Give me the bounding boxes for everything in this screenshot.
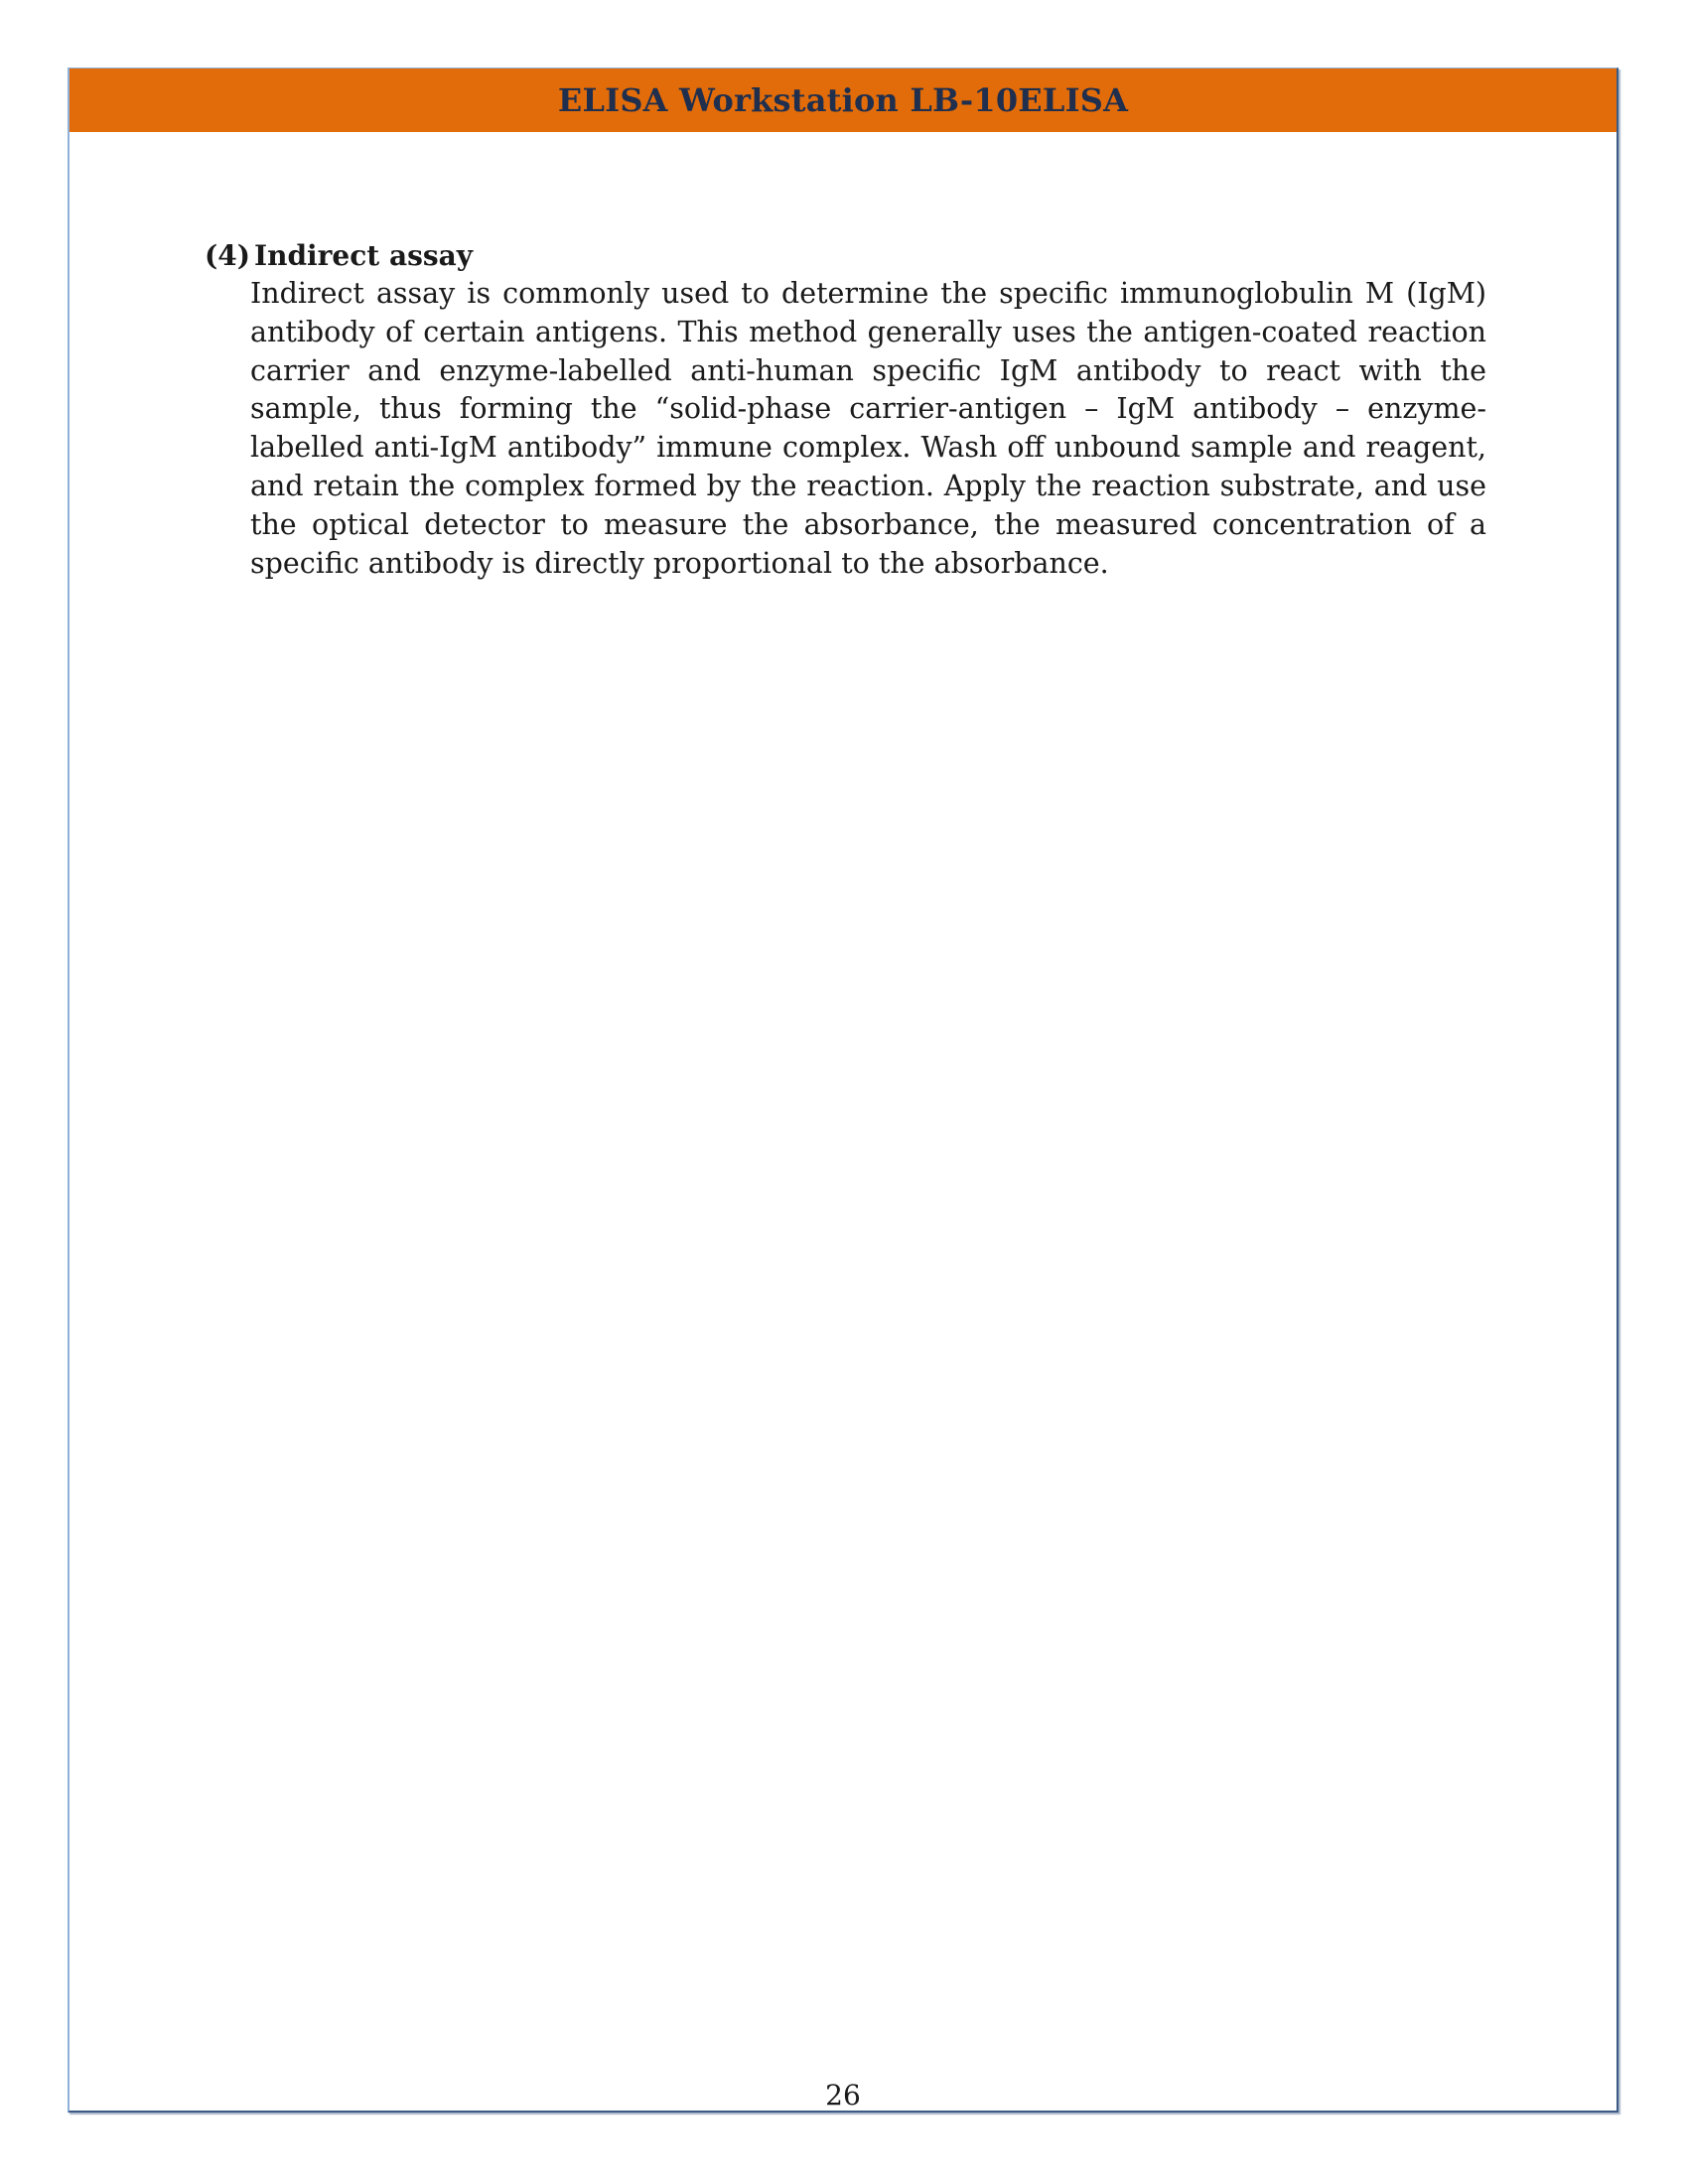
section-body-paragraph: Indirect assay is commonly used to determine the specific immunoglobulin M (IgM) antibody of certain antigens. This method generally uses the antigen-coated reaction carrier and enzyme-labelled anti-human specific IgM antibody to react with the sample, thus forming the “solid-phase carrier-antigen – IgM antibody – enzyme-labelled anti-IgM antibody” immune complex. Wash off unbound sample and reagent, and retain the complex formed by the reaction. Apply the reaction substrate, and use the optical detector to measure the absorbance, the measured concentration of a specific antibody is directly proportional to the absorbance. xyxy=(250,277,1486,580)
section-heading xyxy=(205,237,1555,275)
document-title: ELISA Workstation LB-10ELISA xyxy=(557,81,1129,119)
section-number: (4) xyxy=(205,239,250,272)
page-number: 26 xyxy=(825,2079,861,2112)
header-bar xyxy=(70,68,1617,132)
section-indirect-assay xyxy=(205,237,1555,583)
section-title: Indirect assay xyxy=(254,239,474,272)
page-frame xyxy=(68,68,1618,2113)
